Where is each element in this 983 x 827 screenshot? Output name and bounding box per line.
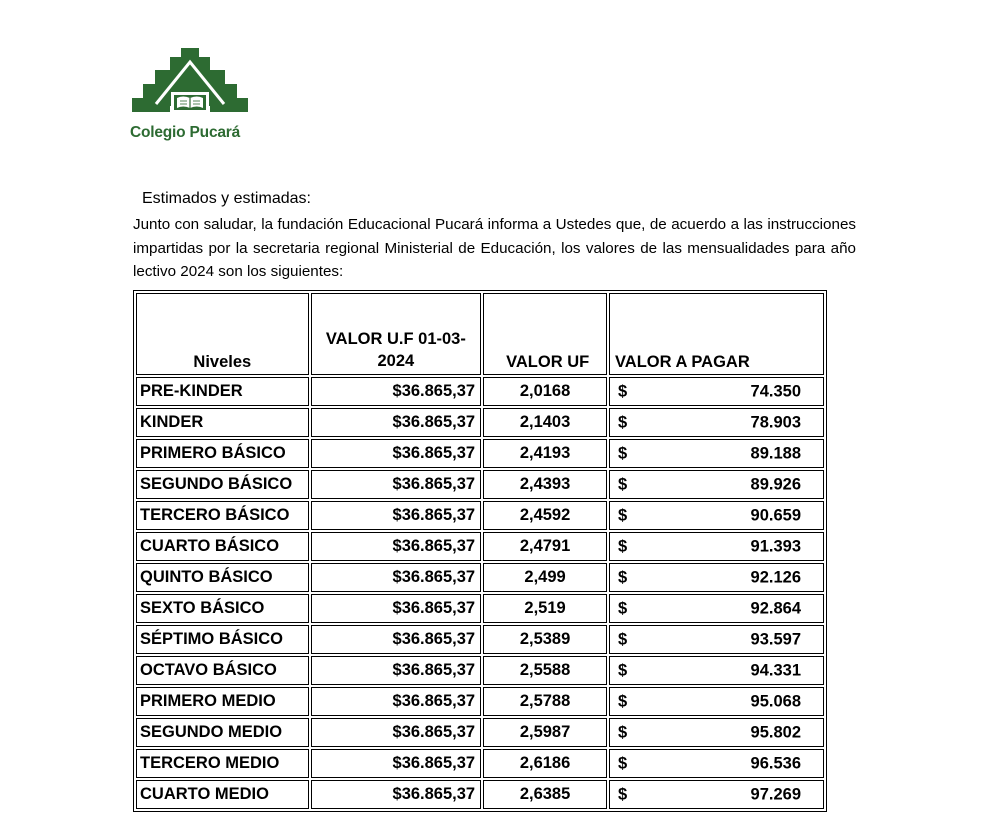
header-uf-value: VALOR UF: [483, 293, 607, 375]
table-row: [136, 594, 824, 623]
cell-uf-date-value: $36.865,37: [311, 656, 482, 685]
cell-amount: [609, 780, 824, 809]
amount-value: 96.536: [750, 754, 801, 772]
header-uf-date-line1: VALOR U.F 01-03-: [325, 330, 466, 348]
cell-amount: [609, 501, 824, 530]
amount-value: 89.926: [750, 475, 801, 493]
cell-amount: [609, 749, 824, 778]
table-row: [136, 377, 824, 406]
header-uf-date: [311, 293, 482, 375]
amount-value: 93.597: [750, 630, 801, 648]
cell-level: QUINTO BÁSICO: [136, 563, 309, 592]
cell-uf: 2,5389: [483, 625, 607, 654]
currency-symbol: $: [618, 692, 628, 710]
cell-uf: 2,1403: [483, 408, 607, 437]
cell-uf: 2,499: [483, 563, 607, 592]
currency-symbol: $: [618, 723, 628, 741]
cell-uf: 2,5788: [483, 687, 607, 716]
table-row: [136, 563, 824, 592]
header-amount: VALOR A PAGAR: [609, 293, 824, 375]
cell-amount: [609, 408, 824, 437]
cell-level: PRE-KINDER: [136, 377, 309, 406]
currency-symbol: $: [618, 568, 628, 586]
cell-level: SEGUNDO MEDIO: [136, 718, 309, 747]
currency-symbol: $: [618, 630, 628, 648]
currency-symbol: $: [618, 537, 628, 555]
cell-uf: 2,6385: [483, 780, 607, 809]
cell-amount: [609, 532, 824, 561]
cell-level: TERCERO BÁSICO: [136, 501, 309, 530]
cell-uf-date-value: $36.865,37: [311, 718, 482, 747]
cell-amount: [609, 470, 824, 499]
school-building-icon: [130, 46, 250, 124]
amount-value: 89.188: [750, 444, 801, 462]
cell-uf: 2,0168: [483, 377, 607, 406]
cell-uf: 2,6186: [483, 749, 607, 778]
greeting: Estimados y estimadas:: [142, 190, 311, 207]
cell-level: CUARTO MEDIO: [136, 780, 309, 809]
currency-symbol: $: [618, 475, 628, 493]
currency-symbol: $: [618, 506, 628, 524]
table-row: [136, 532, 824, 561]
cell-level: TERCERO MEDIO: [136, 749, 309, 778]
cell-uf-date-value: $36.865,37: [311, 687, 482, 716]
cell-uf: 2,4393: [483, 470, 607, 499]
table-row: [136, 687, 824, 716]
fees-table: [133, 290, 827, 812]
cell-uf-date-value: $36.865,37: [311, 749, 482, 778]
header-uf-date-line2: 2024: [377, 352, 415, 370]
cell-uf-date-value: $36.865,37: [311, 625, 482, 654]
currency-symbol: $: [618, 382, 628, 400]
currency-symbol: $: [618, 413, 628, 431]
table-row: [136, 470, 824, 499]
cell-amount: [609, 377, 824, 406]
amount-value: 78.903: [750, 413, 801, 431]
table-row: [136, 780, 824, 809]
table-row: [136, 656, 824, 685]
table-row: [136, 718, 824, 747]
cell-uf: 2,519: [483, 594, 607, 623]
school-logo: [130, 46, 250, 146]
cell-uf: 2,5987: [483, 718, 607, 747]
table-row: [136, 501, 824, 530]
amount-value: 95.068: [750, 692, 801, 710]
logo-text: Colegio Pucará: [130, 124, 241, 141]
cell-uf-date-value: $36.865,37: [311, 780, 482, 809]
cell-level: PRIMERO MEDIO: [136, 687, 309, 716]
cell-uf-date-value: $36.865,37: [311, 470, 482, 499]
cell-uf: 2,5588: [483, 656, 607, 685]
table-header-row: [136, 293, 824, 375]
cell-uf-date-value: $36.865,37: [311, 377, 482, 406]
amount-value: 91.393: [750, 537, 801, 555]
cell-uf: 2,4592: [483, 501, 607, 530]
currency-symbol: $: [618, 661, 628, 679]
currency-symbol: $: [618, 599, 628, 617]
table-row: [136, 749, 824, 778]
amount-value: 92.864: [750, 599, 801, 617]
amount-value: 90.659: [750, 506, 801, 524]
cell-uf: 2,4791: [483, 532, 607, 561]
cell-uf: 2,4193: [483, 439, 607, 468]
intro-paragraph: Junto con saludar, la fundación Educacional Pucará informa a Ustedes que, de acuerdo a las instrucciones impartidas por la secretaria regional Ministerial de Educación, los valores de las mensualidades para año lectivo 2024 son los siguientes:: [133, 216, 856, 280]
currency-symbol: $: [618, 754, 628, 772]
cell-level: SÉPTIMO BÁSICO: [136, 625, 309, 654]
cell-uf-date-value: $36.865,37: [311, 501, 482, 530]
cell-uf-date-value: $36.865,37: [311, 563, 482, 592]
cell-amount: [609, 656, 824, 685]
cell-uf-date-value: $36.865,37: [311, 532, 482, 561]
header-levels: Niveles: [136, 293, 309, 375]
cell-level: SEXTO BÁSICO: [136, 594, 309, 623]
cell-amount: [609, 563, 824, 592]
table-row: [136, 408, 824, 437]
cell-amount: [609, 625, 824, 654]
amount-value: 95.802: [750, 723, 801, 741]
amount-value: 97.269: [750, 785, 801, 803]
currency-symbol: $: [618, 785, 628, 803]
table-row: [136, 625, 824, 654]
cell-uf-date-value: $36.865,37: [311, 408, 482, 437]
table-row: [136, 439, 824, 468]
amount-value: 94.331: [750, 661, 801, 679]
cell-uf-date-value: $36.865,37: [311, 439, 482, 468]
cell-level: PRIMERO BÁSICO: [136, 439, 309, 468]
amount-value: 74.350: [750, 382, 801, 400]
cell-level: OCTAVO BÁSICO: [136, 656, 309, 685]
currency-symbol: $: [618, 444, 628, 462]
cell-uf-date-value: $36.865,37: [311, 594, 482, 623]
cell-level: CUARTO BÁSICO: [136, 532, 309, 561]
cell-amount: [609, 439, 824, 468]
cell-level: KINDER: [136, 408, 309, 437]
cell-amount: [609, 718, 824, 747]
cell-level: SEGUNDO BÁSICO: [136, 470, 309, 499]
cell-amount: [609, 687, 824, 716]
cell-amount: [609, 594, 824, 623]
amount-value: 92.126: [750, 568, 801, 586]
